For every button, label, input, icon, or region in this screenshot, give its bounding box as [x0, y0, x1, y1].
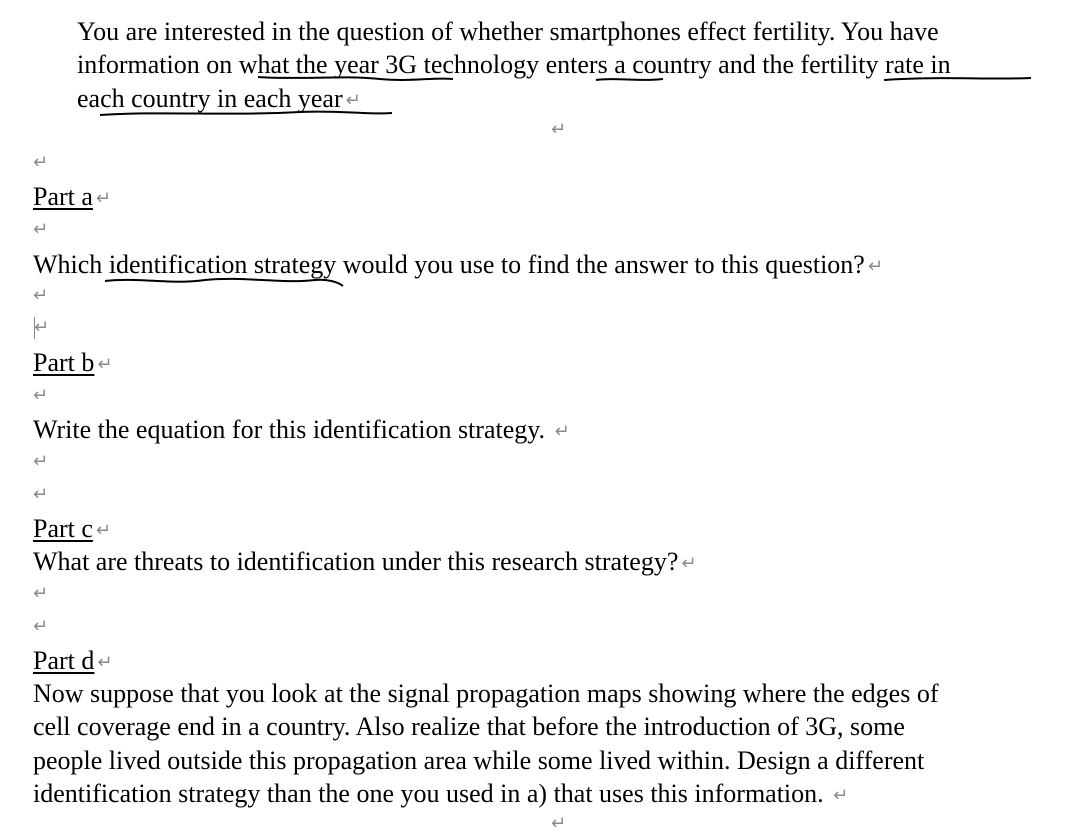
paragraph-mark-icon: ↵	[33, 285, 49, 306]
paragraph-mark-icon: ↵	[33, 451, 49, 472]
paragraph-mark-icon: ↵	[867, 256, 883, 277]
underlined-phrase: fertility rate in	[800, 50, 951, 79]
intro-text: a country and the	[607, 50, 801, 79]
part-d-heading: Part d	[33, 646, 95, 675]
intro-line-3	[77, 83, 361, 116]
part-d-line-2	[33, 711, 905, 744]
question-text: Write the equation for this identification strategy.	[33, 415, 552, 444]
intro-line-2	[77, 49, 951, 82]
part-c-heading: Part c	[33, 514, 93, 543]
paragraph-mark-icon: ↵	[833, 785, 849, 806]
paragraph-mark-icon: ↵	[33, 583, 49, 604]
paragraph-mark-icon: ↵	[551, 813, 567, 834]
part-b-heading-line	[33, 347, 112, 380]
question-text: Now suppose that you look at the signal propagation maps showing where the edges of	[33, 679, 939, 708]
paragraph-mark-icon: ↵	[681, 553, 697, 574]
paragraph-mark-icon: ↵	[33, 484, 49, 505]
part-b-heading: Part b	[33, 348, 95, 377]
question-text: identification strategy than the one you used in a) that uses this information.	[33, 779, 831, 808]
intro-text: information on	[77, 50, 239, 79]
intro-text: You are interested in the question of whether smartphones effect fertility. You have	[77, 17, 939, 46]
underlined-phrase: enters	[545, 50, 608, 79]
intro-text: technology	[417, 50, 546, 79]
question-text: cell coverage end in a country. Also realize that before the introduction of 3G, some	[33, 712, 905, 741]
paragraph-mark-icon: ↵	[33, 385, 49, 406]
underlined-phrase: each country in each year	[77, 84, 343, 113]
paragraph-mark-icon: ↵	[33, 219, 49, 240]
part-a-heading: Part a	[33, 182, 93, 211]
underlined-phrase: identification strategy	[108, 250, 337, 279]
part-c-heading-line	[33, 513, 111, 546]
part-a-question	[33, 249, 883, 282]
paragraph-mark-icon: ↵	[95, 520, 112, 541]
paragraph-mark-icon: ↵	[33, 616, 49, 637]
part-c-question	[33, 546, 697, 579]
part-b-question	[33, 414, 570, 447]
question-text: would you use to find the answer to this question?	[336, 250, 865, 279]
part-a-heading-line	[33, 181, 111, 214]
part-d-line-1	[33, 678, 939, 711]
part-d-heading-line	[33, 645, 112, 678]
intro-line-1	[77, 16, 939, 49]
part-d-line-3	[33, 745, 924, 778]
paragraph-mark-icon: ↵	[97, 652, 113, 673]
underlined-phrase: what the year 3G	[238, 50, 418, 79]
question-text: people lived outside this propagation area while some lived within. Design a different	[33, 746, 925, 775]
question-text: Which	[33, 250, 109, 279]
paragraph-mark-icon: ↵	[33, 152, 49, 173]
part-d-line-4	[33, 778, 848, 811]
paragraph-mark-icon: ↵	[554, 421, 570, 442]
paragraph-mark-icon: ↵	[551, 119, 567, 140]
paragraph-mark-icon: ↵	[34, 317, 50, 338]
paragraph-mark-icon: ↵	[97, 354, 113, 375]
paragraph-mark-icon: ↵	[95, 188, 112, 209]
question-text: What are threats to identification under this research strategy?	[33, 547, 679, 576]
paragraph-mark-icon: ↵	[345, 90, 361, 111]
